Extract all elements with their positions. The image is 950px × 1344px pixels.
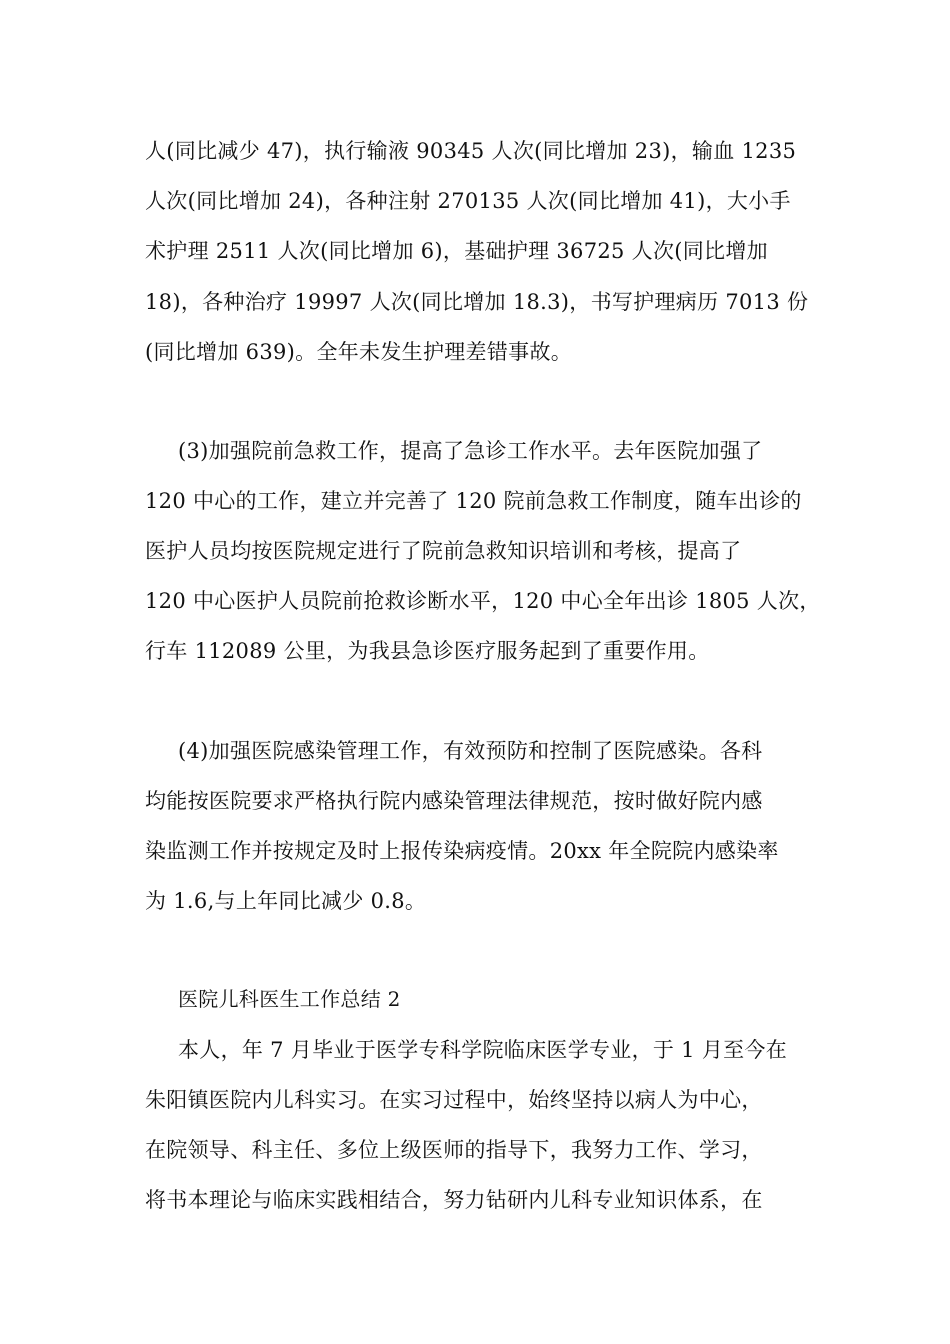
text-line: 行车 112089 公里，为我县急诊医疗服务起到了重要作用。 — [145, 639, 710, 663]
text-line: 为 1.6,与上年同比减少 0.8。 — [145, 889, 427, 913]
text-line: 朱阳镇医院内儿科实习。在实习过程中，始终坚持以病人为中心， — [145, 1088, 763, 1112]
text-line: 120 中心医护人员院前抢救诊断水平，120 中心全年出诊 1805 人次， — [145, 589, 821, 613]
text-line: 将书本理论与临床实践相结合，努力钻研内儿科专业知识体系，在 — [145, 1188, 763, 1212]
text-line: (同比增加 639)。全年未发生护理差错事故。 — [145, 340, 573, 364]
text-line: 医护人员均按医院规定进行了院前急救知识培训和考核，提高了 — [145, 539, 742, 563]
text-line: 120 中心的工作，建立并完善了 120 院前急救工作制度，随车出诊的 — [145, 489, 802, 513]
text-line: 染监测工作并按规定及时上报传染病疫情。20xx 年全院院内感染率 — [145, 839, 779, 863]
text-line: 术护理 2511 人次(同比增加 6)，基础护理 36725 人次(同比增加 — [145, 239, 768, 263]
text-line: 人(同比减少 47)，执行输液 90345 人次(同比增加 23)，输血 1235 — [145, 139, 797, 163]
section-title: 医院儿科医生工作总结 2 — [178, 987, 401, 1011]
text-line: 本人，年 7 月毕业于医学专科学院临床医学专业，于 1 月至今在 — [178, 1038, 788, 1062]
text-line: 在院领导、科主任、多位上级医师的指导下，我努力工作、学习， — [145, 1138, 763, 1162]
text-line: (4)加强医院感染管理工作，有效预防和控制了医院感染。各科 — [178, 739, 763, 763]
text-line: 18)，各种治疗 19997 人次(同比增加 18.3)，书写护理病历 7013 份 — [145, 290, 809, 314]
text-line: 均能按医院要求严格执行院内感染管理法律规范，按时做好院内感 — [145, 789, 763, 813]
text-line: 人次(同比增加 24)，各种注射 270135 人次(同比增加 41)，大小手 — [145, 189, 791, 213]
text-line: (3)加强院前急救工作，提高了急诊工作水平。去年医院加强了 — [178, 439, 763, 463]
